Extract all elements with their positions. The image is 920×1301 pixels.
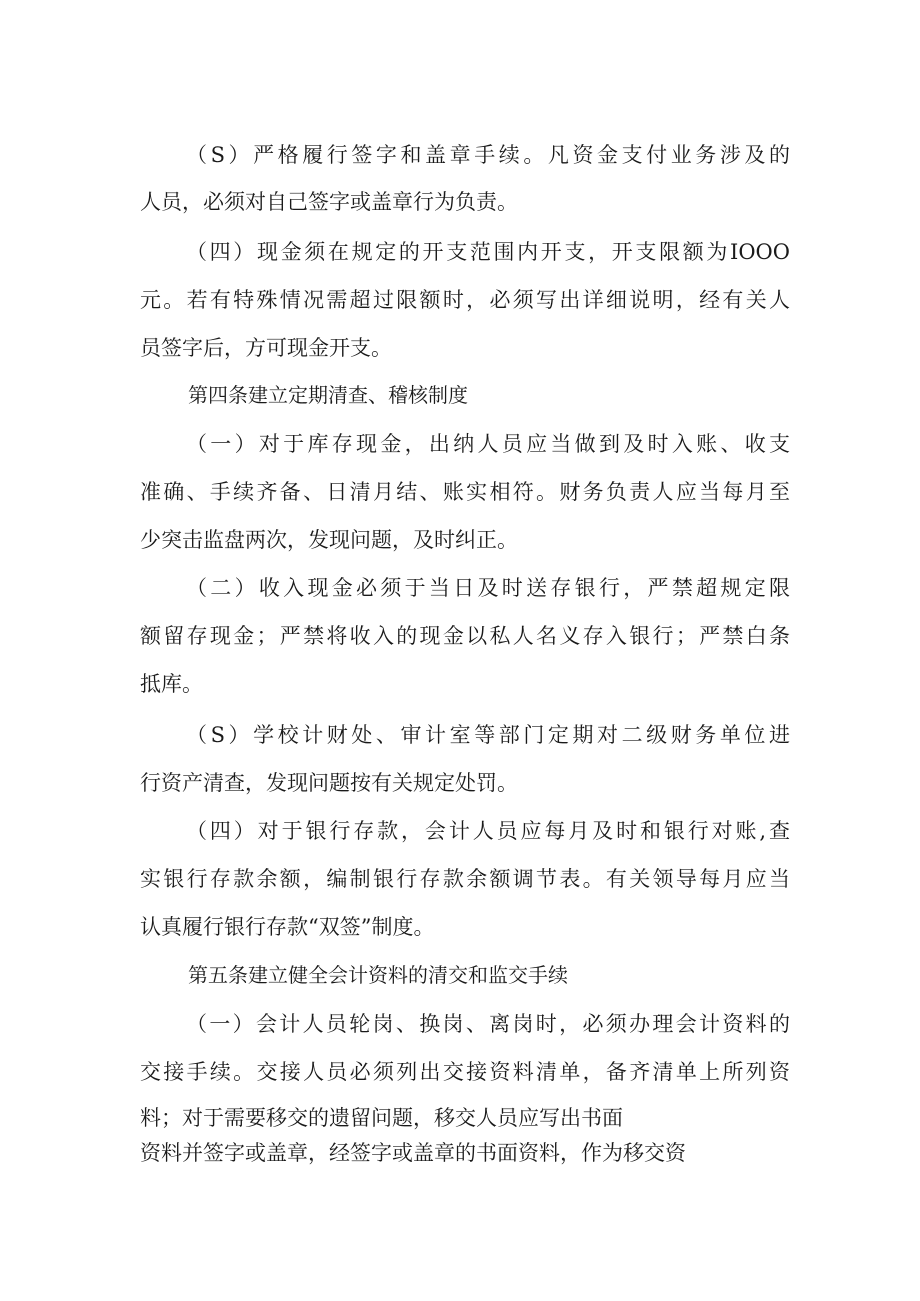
paragraph-line: 少突击监盘两次，发现问题，及时纠正。 [140,528,518,552]
paragraph-line: 实银行存款余额，编制银行存款余额调节表。有关领导每月应当 [140,867,790,891]
paragraph-line: （一）对于库存现金，出纳人员应当做到及时入账、收支 [186,432,790,456]
paragraph-line: 交接手续。交接人员必须列出交接资料清单，备齐清单上所列资 [140,1060,790,1084]
paragraph-line: 人员，必须对自己签字或盖章行为负责。 [140,190,518,214]
paragraph-line: （四）现金须在规定的开支范围内开支，开支限额为IOOO [186,240,790,264]
paragraph-line: 资料并签字或盖章，经签字或盖章的书面资料，作为移交资 [140,1141,686,1165]
paragraph-line: 准确、手续齐备、日清月结、账实相符。财务负责人应当每月至 [140,480,790,504]
paragraph-line: 元。若有特殊情况需超过限额时，必须写出详细说明，经有关人 [140,288,790,312]
paragraph-line: （二）收入现金必须于当日及时送存银行，严禁超规定限 [186,576,790,600]
paragraph-line: 料；对于需要移交的遗留问题，移交人员应写出书面 [140,1106,623,1130]
paragraph-line: （一）会计人员轮岗、换岗、离岗时，必须办理会计资料的 [186,1012,790,1036]
paragraph-line: （S）严格履行签字和盖章手续。凡资金支付业务涉及的 [186,143,790,167]
article-heading: 第五条建立健全会计资料的清交和监交手续 [188,963,568,987]
paragraph-line: 额留存现金；严禁将收入的现金以私人名义存入银行；严禁白条 [140,624,790,648]
paragraph-line: （四）对于银行存款，会计人员应每月及时和银行对账,查 [186,819,790,843]
paragraph-line: 员签字后，方可现金开支。 [140,336,392,360]
paragraph-line: 抵库。 [140,672,203,696]
paragraph-line: 认真履行银行存款“双签”制度。 [140,915,435,939]
article-heading: 第四条建立定期清查、稽核制度 [188,383,468,407]
paragraph-line: （S）学校计财处、审计室等部门定期对二级财务单位进 [186,723,790,747]
paragraph-line: 行资产清查，发现问题按有关规定处罚。 [140,771,518,795]
